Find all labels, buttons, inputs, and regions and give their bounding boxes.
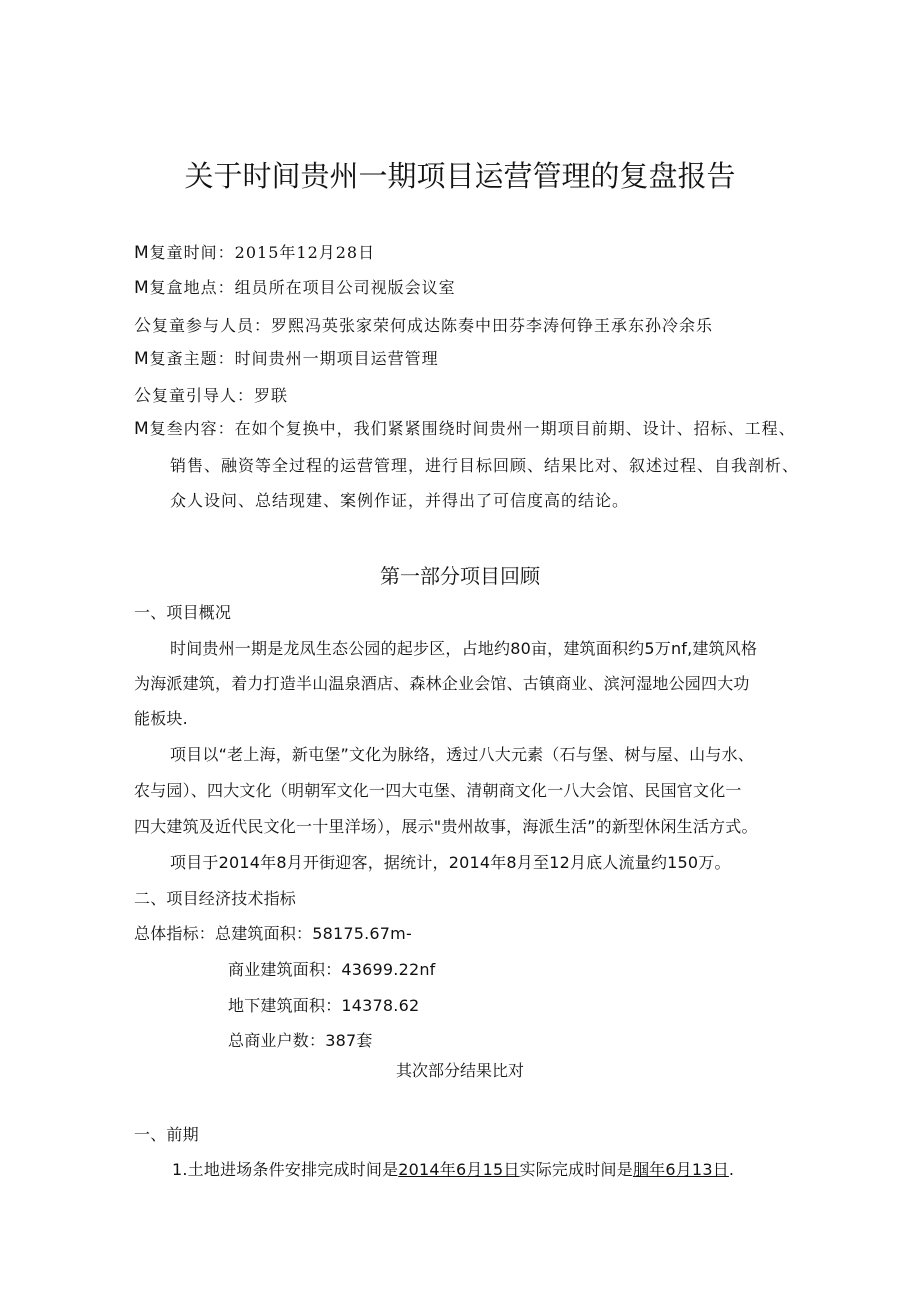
early-heading: 一、前期 [134,1125,199,1144]
part1-title: 第一部分项目回顾 [380,564,540,588]
meta-time [134,240,814,263]
overview-p2-line3: 四大建筑及近代民文化一十里洋场），展示"贵州故事，海派生活”的新型休闲生活方式。 [134,817,758,836]
overview-p1-line1: 时间贵州一期是龙凤生态公园的起步区，占地约80亩，建筑面积约5万nf,建筑风格 [170,639,758,658]
report-title: 关于时间贵州一期项目运营管理的复盘报告 [184,159,736,193]
part2-title: 其次部分结果比对 [395,1061,524,1080]
econ-underground-area: 地下建筑面积：14378.62 [228,996,420,1015]
meta-text: 复童引导人：罗联 [152,386,289,405]
meta-text: 复盒地点：组员所在项目公司视版会议室 [149,278,456,297]
econ-total-area: 总建筑面积：58175.67m- [215,924,412,943]
econ-total-row [134,921,412,944]
overview-p1-line3: 能板块. [134,709,188,728]
overview-heading: 一、项目概况 [134,603,232,622]
meta-prefix: M [134,349,150,369]
actual-date: 腘年6月13日 [632,1160,729,1179]
econ-units: 总商业户数：387套 [228,1031,373,1050]
overview-p2-line1: 项目以“老上海，新屯堡”文化为脉络，透过八大元素（石与堡、树与屋、山与水、 [170,745,754,764]
overview-p2-line2: 农与园）、四大文化（明朝军文化一四大屯堡、清朝商文化一八大会馆、民国官文化一 [134,781,742,800]
planned-date: 2014年6月15日 [398,1160,520,1179]
meta-content-line2: 销售、融资等全过程的运营管理，进行目标回顾、结果比对、叙述过程、自我剖析、 [170,456,800,475]
meta-prefix: M [134,278,150,298]
meta-prefix: 公 [134,316,152,336]
meta-theme [134,346,814,369]
meta-content-line3: 众人设问、总结现建、案例作证，并得出了可信度高的结论。 [170,491,630,510]
meta-participants [134,311,814,336]
overview-p1-line2: 为海派建筑，着力打造半山温泉酒店、森林企业会馆、古镇商业、滨河湿地公园四大功 [134,674,750,693]
overview-p3: 项目于2014年8月开街迎客，据统计，2014年8月至12月底人流量约150万。 [170,853,731,872]
item-text: 实际完成时间是 [519,1160,633,1179]
meta-text: 复叁内容：在如个复换中，我们紧紧围绕时间贵州一期项目前期、设计、招标、工程、 [149,419,796,438]
early-item-1 [172,1157,734,1180]
item-text: . [728,1160,735,1179]
meta-text: 复童参与人员：罗熙冯英张家荣何成达陈奏中田芬李涛何铮王承东孙冷余乐 [152,316,714,335]
meta-prefix: 公 [134,386,152,406]
meta-prefix: M [134,419,150,439]
econ-commercial-area: 商业建筑面积：43699.22nf [228,960,436,979]
meta-content [134,416,834,439]
meta-text: 复童时间：2015年12月28日 [149,243,376,262]
meta-place [134,275,814,298]
meta-text: 复蚉主题：时间贵州一期项目运营管理 [149,349,439,368]
econ-heading: 二、项目经济技术指标 [134,889,297,908]
item-text: 1.土地进场条件安排完成时间是 [172,1160,399,1179]
meta-guide [134,381,814,406]
econ-lead: 总体指标： [134,924,216,943]
meta-prefix: M [134,243,150,263]
